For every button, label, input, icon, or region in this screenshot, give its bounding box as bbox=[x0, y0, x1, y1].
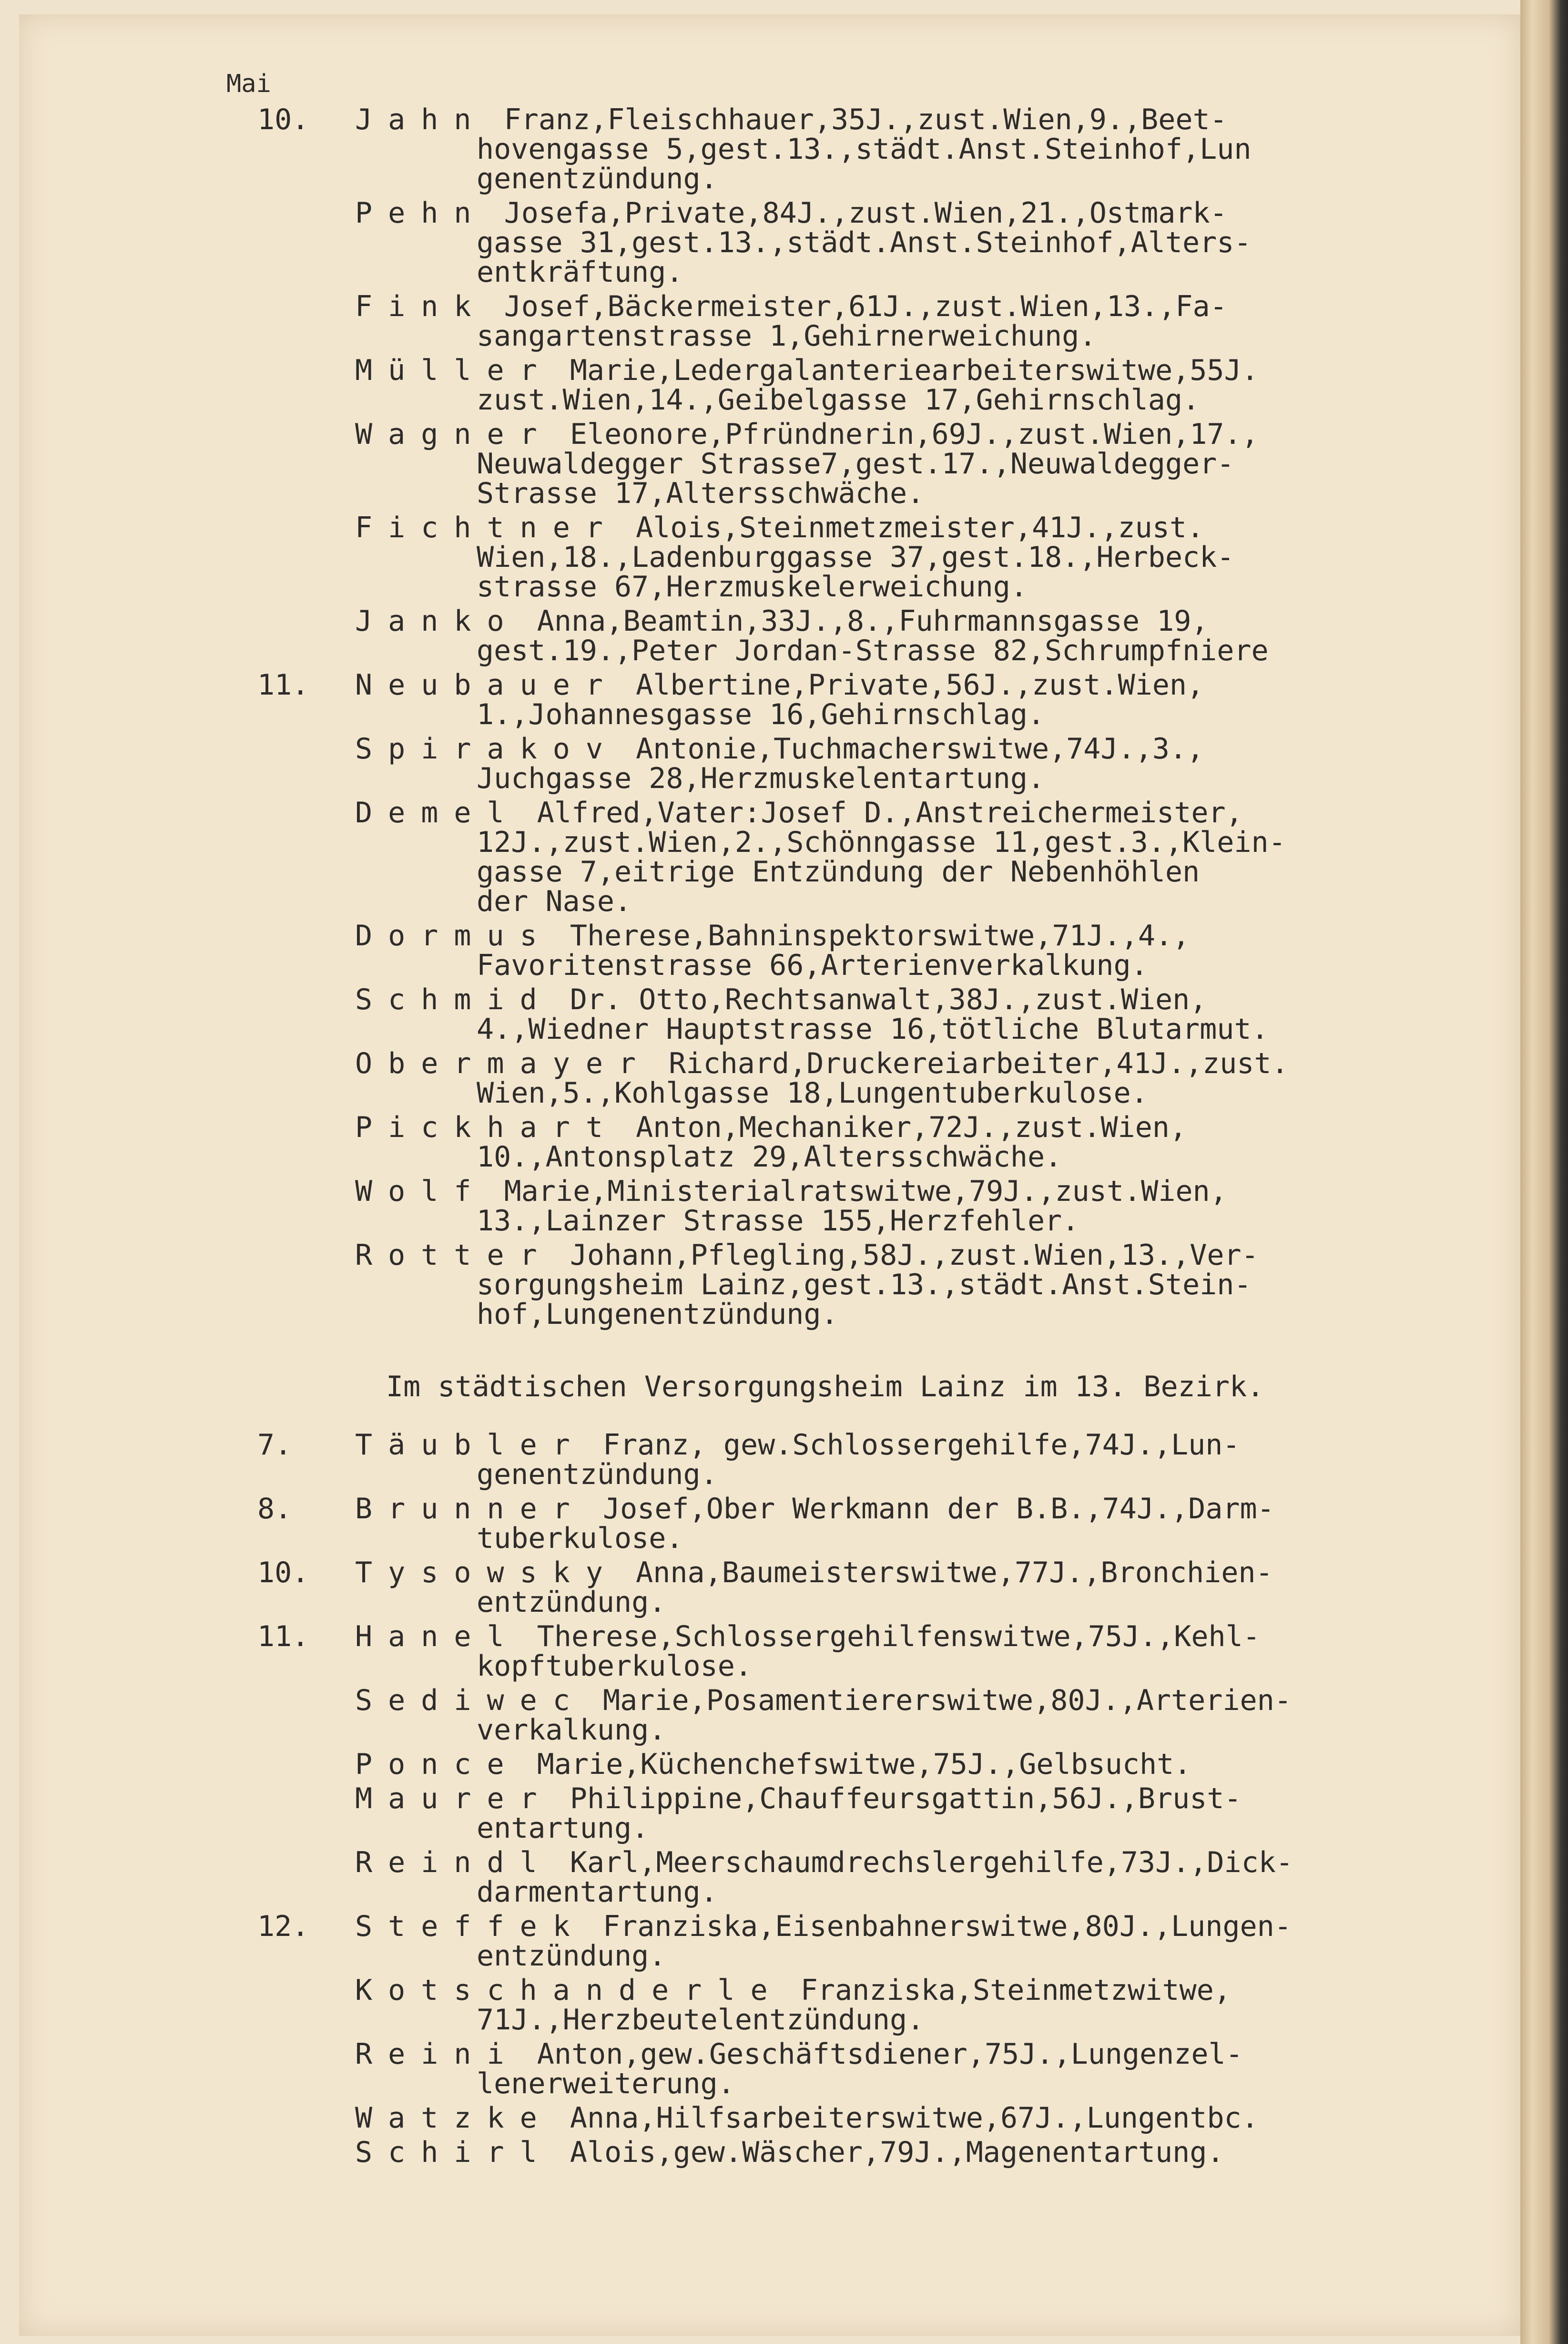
surname: Brunner bbox=[355, 1492, 586, 1525]
surname: Rotter bbox=[355, 1239, 553, 1272]
surname: Fichtner bbox=[355, 511, 619, 544]
entry-first-line bbox=[0, 1686, 1501, 1715]
entry-first-line bbox=[0, 1177, 1501, 1206]
entry-continuation-line: entzündung. bbox=[477, 1586, 666, 1619]
surname: Neubauer bbox=[355, 668, 619, 702]
entry-first-line bbox=[0, 1750, 1501, 1779]
entry-first-line bbox=[0, 420, 1501, 449]
entry-text: Johann,Pflegling,58J.,zust.Wien,13.,Ver- bbox=[570, 1239, 1259, 1272]
register-content bbox=[0, 105, 1501, 2172]
entry-first-line bbox=[0, 798, 1501, 828]
surname: Pickhart bbox=[355, 1111, 619, 1144]
entry-continuation-line: entzündung. bbox=[477, 1939, 666, 1973]
entry-first-line bbox=[0, 1049, 1501, 1078]
entry-first-line bbox=[0, 606, 1501, 636]
entry-continuation-line: Neuwaldegger Strasse7,gest.17.,Neuwaldegger- bbox=[477, 447, 1234, 481]
surname: Demel bbox=[355, 796, 520, 829]
register-entry bbox=[0, 1750, 1501, 1779]
entry-continuation-line: tuberkulose. bbox=[477, 1522, 683, 1555]
surname: Pehn bbox=[355, 196, 487, 230]
register-entry bbox=[0, 1558, 1501, 1617]
entry-text: Anton,gew.Geschäftsdiener,75J.,Lungenzel- bbox=[537, 2037, 1243, 2071]
register-entry bbox=[0, 420, 1501, 508]
surname: Tysowsky bbox=[355, 1556, 619, 1589]
entry-first-line bbox=[0, 985, 1501, 1014]
section-heading-lainz: Im städtischen Versorgungsheim Lainz im 13. Bezirk. bbox=[386, 1370, 1264, 1403]
register-entry bbox=[0, 1177, 1501, 1236]
entry-continuation-line: Strasse 17,Altersschwäche. bbox=[477, 477, 925, 510]
register-entry bbox=[0, 985, 1501, 1044]
entry-text: Anna,Beamtin,33J.,8.,Fuhrmannsgasse 19, bbox=[537, 604, 1209, 638]
entry-text: Dr. Otto,Rechtsanwalt,38J.,zust.Wien, bbox=[570, 983, 1207, 1016]
entry-text: Philippine,Chauffeursgattin,56J.,Brust- bbox=[570, 1782, 1242, 1815]
register-entry bbox=[0, 606, 1501, 665]
entry-continuation-line: lenerweiterung. bbox=[477, 2067, 735, 2100]
entry-text: Franz, gew.Schlossergehilfe,74J.,Lun- bbox=[603, 1428, 1240, 1462]
register-entry bbox=[0, 1686, 1501, 1745]
surname: Spirakov bbox=[355, 732, 619, 766]
entry-continuation-line: 1.,Johannesgasse 16,Gehirnschlag. bbox=[477, 698, 1045, 731]
surname: Obermayer bbox=[355, 1047, 652, 1080]
entry-first-line bbox=[0, 1976, 1501, 2005]
entry-continuation-line: genentzündung. bbox=[477, 1458, 718, 1491]
entry-continuation-line: gasse 7,eitrige Entzündung der Nebenhöhlen bbox=[477, 855, 1200, 889]
entry-first-line bbox=[0, 292, 1501, 321]
register-entry bbox=[0, 1494, 1501, 1553]
entry-first-line bbox=[0, 1848, 1501, 1877]
surname: Ponce bbox=[355, 1748, 520, 1781]
entry-continuation-line: Favoritenstrasse 66,Arterienverkalkung. bbox=[477, 949, 1148, 982]
surname: Dormus bbox=[355, 919, 553, 952]
register-entry bbox=[0, 1912, 1501, 1971]
death-register-list-lainz bbox=[0, 1430, 1501, 2172]
entry-continuation-line: Wien,5.,Kohlgasse 18,Lungentuberkulose. bbox=[477, 1076, 1148, 1110]
entry-text: Richard,Druckereiarbeiter,41J.,zust. bbox=[669, 1047, 1289, 1080]
entry-first-line bbox=[0, 1240, 1501, 1270]
register-entry bbox=[0, 921, 1501, 980]
entry-date: 7. bbox=[257, 1428, 292, 1462]
register-entry bbox=[0, 198, 1501, 287]
entry-first-line bbox=[0, 1430, 1501, 1460]
surname: Fink bbox=[355, 290, 487, 323]
entry-continuation-line: sangartenstrasse 1,Gehirnerweichung. bbox=[477, 319, 1097, 353]
entry-text: Marie,Ledergalanteriearbeiterswitwe,55J. bbox=[570, 354, 1259, 387]
register-entry bbox=[0, 105, 1501, 194]
entry-text: Therese,Schlossergehilfenswitwe,75J.,Kehl- bbox=[537, 1620, 1260, 1653]
register-entry bbox=[0, 2138, 1501, 2167]
entry-continuation-line: sorgungsheim Lainz,gest.13.,städt.Anst.Stein- bbox=[477, 1268, 1252, 1301]
entry-first-line bbox=[0, 670, 1501, 700]
entry-continuation-line: Wien,18.,Ladenburggasse 37,gest.18.,Herbeck- bbox=[477, 541, 1234, 574]
entry-first-line bbox=[0, 2138, 1501, 2167]
entry-first-line bbox=[0, 1113, 1501, 1142]
surname: Täubler bbox=[355, 1428, 586, 1462]
entry-continuation-line: strasse 67,Herzmuskelerweichung. bbox=[477, 570, 1028, 604]
surname: Wolf bbox=[355, 1175, 487, 1208]
surname: Sediwec bbox=[355, 1684, 586, 1717]
register-entry bbox=[0, 513, 1501, 602]
entry-first-line bbox=[0, 1622, 1501, 1651]
entry-text: Franziska,Eisenbahnerswitwe,80J.,Lungen- bbox=[603, 1910, 1292, 1943]
entry-continuation-line: entartung. bbox=[477, 1812, 649, 1845]
entry-continuation-line: gest.19.,Peter Jordan-Strasse 82,Schrumpfniere bbox=[477, 634, 1269, 667]
entry-text: Alois,gew.Wäscher,79J.,Magenentartung. bbox=[570, 2136, 1224, 2169]
surname: Steffek bbox=[355, 1910, 586, 1943]
surname: Schirl bbox=[355, 2136, 553, 2169]
entry-continuation-line: darmentartung. bbox=[477, 1875, 718, 1909]
surname: Reindl bbox=[355, 1846, 553, 1879]
entry-continuation-line: hovengasse 5,gest.13.,städt.Anst.Steinhof,Lun bbox=[477, 133, 1252, 166]
entry-first-line bbox=[0, 921, 1501, 951]
entry-continuation-line: verkalkung. bbox=[477, 1713, 666, 1747]
register-entry bbox=[0, 1113, 1501, 1172]
entry-text: Josef,Ober Werkmann der B.B.,74J.,Darm- bbox=[603, 1492, 1274, 1525]
entry-text: Albertine,Private,56J.,zust.Wien, bbox=[636, 668, 1204, 702]
entry-text: Josefa,Private,84J.,zust.Wien,21.,Ostmark- bbox=[504, 196, 1227, 230]
entry-continuation-line: 12J.,zust.Wien,2.,Schönngasse 11,gest.3.,Klein- bbox=[477, 826, 1286, 859]
entry-continuation-line: 4.,Wiedner Hauptstrasse 16,tötliche Blutarmut. bbox=[477, 1013, 1269, 1046]
entry-continuation-line: entkräftung. bbox=[477, 256, 683, 289]
entry-text: Franz,Fleischhauer,35J.,zust.Wien,9.,Beet- bbox=[504, 103, 1227, 136]
entry-date: 10. bbox=[257, 103, 309, 136]
register-entry bbox=[0, 734, 1501, 793]
entry-continuation-line: zust.Wien,14.,Geibelgasse 17,Gehirnschlag. bbox=[477, 383, 1200, 417]
entry-text: Franziska,Steinmetzwitwe, bbox=[800, 1974, 1231, 2007]
entry-text: Marie,Ministerialratswitwe,79J.,zust.Wien, bbox=[504, 1175, 1227, 1208]
adjacent-page-edge bbox=[1520, 0, 1568, 2344]
register-entry bbox=[0, 670, 1501, 729]
entry-continuation-line: kopftuberkulose. bbox=[477, 1649, 752, 1683]
surname: Schmid bbox=[355, 983, 553, 1016]
register-entry bbox=[0, 1848, 1501, 1907]
entry-text: Anton,Mechaniker,72J.,zust.Wien, bbox=[636, 1111, 1187, 1144]
entry-first-line bbox=[0, 198, 1501, 228]
entry-first-line bbox=[0, 1784, 1501, 1813]
entry-text: Alois,Steinmetzmeister,41J.,zust. bbox=[636, 511, 1204, 544]
register-entry bbox=[0, 1240, 1501, 1329]
entry-text: Marie,Küchenchefswitwe,75J.,Gelbsucht. bbox=[537, 1748, 1191, 1781]
surname: Janko bbox=[355, 604, 520, 638]
register-entry bbox=[0, 2039, 1501, 2098]
entry-text: Josef,Bäckermeister,61J.,zust.Wien,13.,Fa- bbox=[504, 290, 1227, 323]
register-entry bbox=[0, 2103, 1501, 2133]
entry-date: 10. bbox=[257, 1556, 309, 1589]
surname: Watzke bbox=[355, 2101, 553, 2135]
register-entry bbox=[0, 292, 1501, 351]
entry-first-line bbox=[0, 1558, 1501, 1587]
surname: Reini bbox=[355, 2037, 520, 2071]
surname: Müller bbox=[355, 354, 553, 387]
entry-text: Alfred,Vater:Josef D.,Anstreichermeister, bbox=[537, 796, 1243, 829]
surname: Kotschanderle bbox=[355, 1974, 784, 2007]
entry-text: Karl,Meerschaumdrechslergehilfe,73J.,Dick- bbox=[570, 1846, 1293, 1879]
register-entry bbox=[0, 1049, 1501, 1108]
entry-first-line bbox=[0, 734, 1501, 764]
entry-text: Anna,Baumeisterswitwe,77J.,Bronchien- bbox=[636, 1556, 1273, 1589]
entry-first-line bbox=[0, 2039, 1501, 2069]
register-entry bbox=[0, 1622, 1501, 1681]
entry-first-line bbox=[0, 105, 1501, 134]
entry-continuation-line: 71J.,Herzbeutelentzündung. bbox=[477, 2003, 925, 2037]
entry-continuation-line: genentzündung. bbox=[477, 162, 718, 195]
death-register-list-vienna bbox=[0, 105, 1501, 1334]
surname: Maurer bbox=[355, 1782, 553, 1815]
entry-text: Eleonore,Pfründnerin,69J.,zust.Wien,17., bbox=[570, 418, 1259, 451]
entry-date: 11. bbox=[257, 1620, 309, 1653]
surname: Wagner bbox=[355, 418, 553, 451]
entry-continuation-line: 13.,Lainzer Strasse 155,Herzfehler. bbox=[477, 1204, 1079, 1238]
entry-date: 11. bbox=[257, 668, 309, 702]
entry-continuation-line: gasse 31,gest.13.,städt.Anst.Steinhof,Alters- bbox=[477, 226, 1252, 259]
register-entry bbox=[0, 798, 1501, 916]
register-entry bbox=[0, 1784, 1501, 1843]
entry-text: Therese,Bahninspektorswitwe,71J.,4., bbox=[570, 919, 1190, 952]
register-entry bbox=[0, 1976, 1501, 2035]
entry-date: 12. bbox=[257, 1910, 309, 1943]
register-entry bbox=[0, 1430, 1501, 1489]
entry-first-line bbox=[0, 1912, 1501, 1941]
entry-continuation-line: der Nase. bbox=[477, 885, 632, 918]
month-marker: Mai bbox=[226, 70, 271, 98]
entry-first-line bbox=[0, 513, 1501, 542]
surname: Jahn bbox=[355, 103, 487, 136]
entry-continuation-line: hof,Lungenentzündung. bbox=[477, 1298, 838, 1331]
entry-text: Anna,Hilfsarbeiterswitwe,67J.,Lungentbc. bbox=[570, 2101, 1259, 2135]
entry-text: Marie,Posamentiererswitwe,80J.,Arterien- bbox=[603, 1684, 1292, 1717]
surname: Hanel bbox=[355, 1620, 520, 1653]
entry-continuation-line: Juchgasse 28,Herzmuskelentartung. bbox=[477, 762, 1045, 795]
entry-first-line bbox=[0, 1494, 1501, 1524]
entry-text: Antonie,Tuchmacherswitwe,74J.,3., bbox=[636, 732, 1204, 766]
register-entry bbox=[0, 356, 1501, 415]
entry-date: 8. bbox=[257, 1492, 292, 1525]
entry-first-line bbox=[0, 2103, 1501, 2133]
entry-first-line bbox=[0, 356, 1501, 385]
entry-continuation-line: 10.,Antonsplatz 29,Altersschwäche. bbox=[477, 1140, 1062, 1174]
